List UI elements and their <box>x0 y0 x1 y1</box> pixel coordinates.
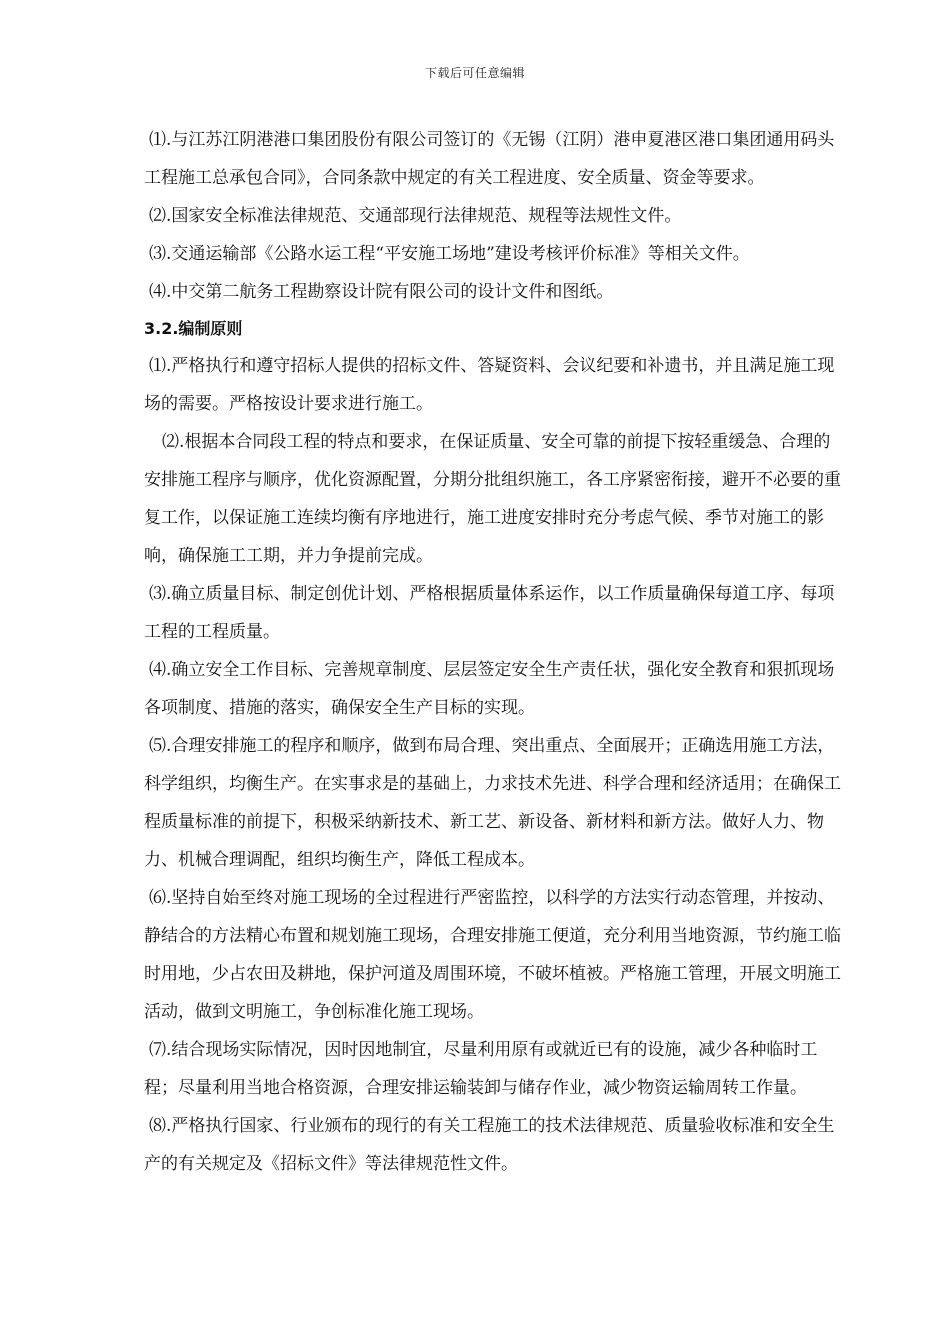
principle-item-3: ⑶.确立质量目标、制定创优计划、严格根据质量体系运作，以工作质量确保每道工序、每项工程的工程质量。 <box>144 584 835 642</box>
principle-item-6: ⑹.坚持自始至终对施工现场的全过程进行严密监控，以科学的方法实行动态管理，并按动、静结合的方法精心布置和规划施工现场，合理安排施工便道，充分利用当地资源，节约施工临时用地，少占农田及耕地，保护河道及周围环境，不破坏植被。严格施工管理，开展文明施工活动，做到文明施工，争创标准化施工现场。 <box>144 888 841 1022</box>
principle-item-2: ⑵.根据本合同段工程的特点和要求，在保证质量、安全可靠的前提下按轻重缓急、合理的安排施工程序与顺序，优化资源配置，分期分批组织施工，各工序紧密衔接，避开不必要的重复工作，以保证施工连续均衡有序地进行，施工进度安排时充分考虑气候、季节对施工的影响，确保施工工期，并力争提前完成。 <box>144 432 841 566</box>
principle-item-8: ⑻.严格执行国家、行业颁布的现行的有关工程施工的技术法律规范、质量验收标准和安全生产的有关规定及《招标文件》等法律规范性文件。 <box>144 1116 835 1174</box>
page-header: 下载后可任意编辑 <box>424 66 525 80</box>
document-body <box>144 121 844 1183</box>
basis-item-4: ⑷.中交第二航务工程勘察设计院有限公司的设计文件和图纸。 <box>149 282 614 302</box>
principle-item-1: ⑴.严格执行和遵守招标人提供的招标文件、答疑资料、会议纪要和补遗书，并且满足施工现场的需要。严格按设计要求进行施工。 <box>144 356 835 414</box>
principle-item-7: ⑺.结合现场实际情况，因时因地制宜，尽量利用原有或就近已有的设施，减少各种临时工程；尽量利用当地合格资源，合理安排运输装卸与储存作业，减少物资运输周转工作量。 <box>144 1040 818 1098</box>
principle-item-4: ⑷.确立安全工作目标、完善规章制度、层层签定安全生产责任状，强化安全教育和狠抓现场各项制度、措施的落实，确保安全生产目标的实现。 <box>144 660 835 718</box>
principle-item-5: ⑸.合理安排施工的程序和顺序，做到布局合理、突出重点、全面展开；正确选用施工方法，科学组织，均衡生产。在实事求是的基础上，力求技术先进、科学合理和经济适用；在确保工程质量标准的前提下，积极采纳新技术、新工艺、新设备、新材料和新方法。做好人力、物力、机械合理调配，组织均衡生产，降低工程成本。 <box>144 736 841 870</box>
basis-item-1: ⑴.与江苏江阴港港口集团股份有限公司签订的《无锡（江阴）港申夏港区港口集团通用码头工程施工总承包合同》，合同条款中规定的有关工程进度、安全质量、资金等要求。 <box>144 130 835 188</box>
section-heading: 3.2.编制原则 <box>144 319 243 338</box>
basis-item-2: ⑵.国家安全标准法律规范、交通部现行法律规范、规程等法规性文件。 <box>149 206 682 226</box>
basis-item-3: ⑶.交通运输部《公路水运工程“平安施工场地”建设考核评价标准》等相关文件。 <box>149 244 750 264</box>
